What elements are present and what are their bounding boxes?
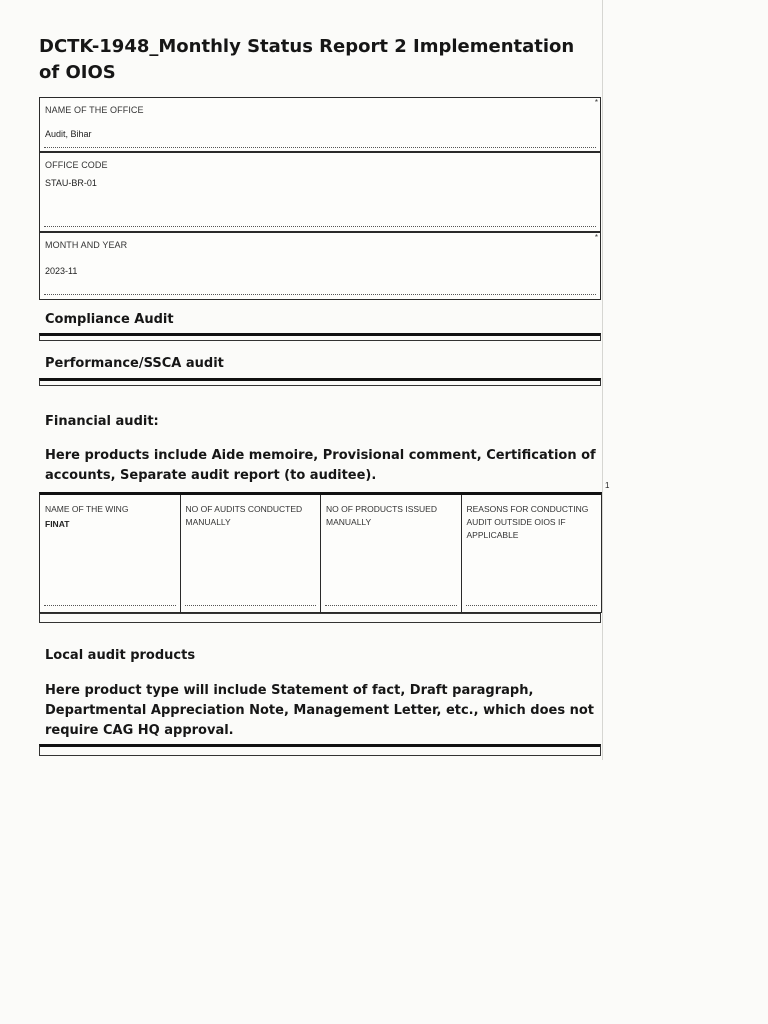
- side-mark: 1: [605, 481, 610, 490]
- month-year-label: MONTH AND YEAR: [45, 240, 128, 250]
- cell-underline: [185, 605, 317, 606]
- cell-underline: [466, 605, 598, 606]
- cell-underline: [325, 605, 457, 606]
- financial-audit-note: Here products include Aide memoire, Provisional comment, Certification of accounts, Separate audit report (to auditee).: [45, 448, 596, 483]
- month-year-value: 2023-11: [45, 266, 78, 276]
- financial-audit-heading: Financial audit:: [45, 414, 159, 429]
- office-name-value: Audit, Bihar: [45, 129, 92, 139]
- column-header: NAME OF THE WING: [45, 504, 129, 514]
- audits-conducted-column[interactable]: [181, 495, 322, 612]
- local-audit-note: Here product type will include Statement of fact, Draft paragraph, Departmental Appreciation Note, Management Letter, etc., which does not require CAG HQ approval.: [45, 683, 595, 738]
- office-code-field[interactable]: [39, 152, 601, 232]
- performance-audit-table[interactable]: [39, 378, 601, 386]
- column-header: NO OF PRODUCTS ISSUED MANUALLY: [326, 504, 437, 527]
- page-title: DCTK-1948_Monthly Status Report 2 Implementation of OIOS: [39, 36, 575, 83]
- reasons-column[interactable]: [462, 495, 602, 612]
- local-audit-heading: Local audit products: [45, 648, 196, 663]
- office-name-label: NAME OF THE OFFICE: [45, 105, 144, 115]
- financial-audit-table: [39, 492, 602, 613]
- financial-audit-table-footer: [39, 613, 601, 623]
- compliance-audit-heading: Compliance Audit: [45, 312, 174, 327]
- month-year-field[interactable]: [39, 232, 601, 300]
- office-code-label: OFFICE CODE: [45, 160, 108, 170]
- month-year-underline: [44, 294, 596, 295]
- required-mark: *: [594, 98, 598, 107]
- products-issued-column[interactable]: [321, 495, 462, 612]
- compliance-audit-table[interactable]: [39, 333, 601, 341]
- cell-underline: [44, 605, 176, 606]
- column-header: NO OF AUDITS CONDUCTED MANUALLY: [185, 504, 303, 527]
- wing-name-column[interactable]: [40, 495, 181, 612]
- required-mark: *: [594, 233, 598, 242]
- local-audit-table[interactable]: [39, 744, 601, 756]
- office-name-field[interactable]: [39, 97, 601, 152]
- column-header: REASONS FOR CONDUCTING AUDIT OUTSIDE OIOS IF APPLICABLE: [466, 504, 589, 540]
- page-edge: [602, 0, 603, 760]
- office-code-underline: [44, 226, 596, 227]
- wing-name-value: FINAT: [45, 519, 70, 529]
- performance-audit-heading: Performance/SSCA audit: [45, 356, 224, 371]
- office-code-value: STAU-BR-01: [45, 178, 97, 188]
- office-name-underline: [44, 147, 596, 148]
